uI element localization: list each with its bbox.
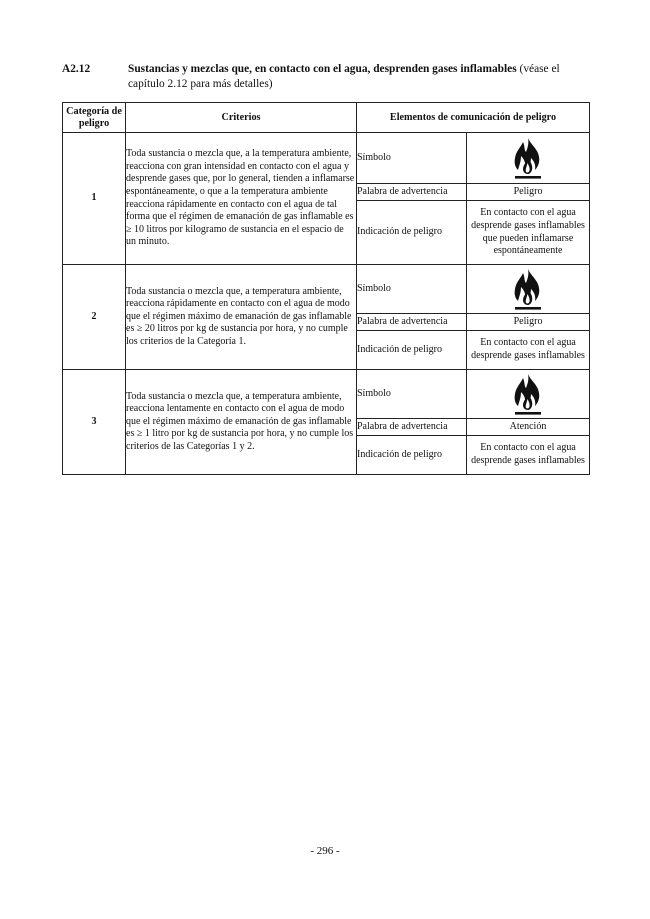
flame-icon: [511, 267, 545, 311]
signal-word-label: Palabra de advertencia: [357, 314, 467, 331]
flame-icon: [511, 372, 545, 416]
header-category: Categoría de peligro: [63, 103, 126, 133]
section-note: (véase el capítulo 2.12 para más detalles): [128, 63, 560, 90]
hazard-table: [62, 102, 590, 475]
signal-word: Peligro: [467, 314, 590, 331]
criteria-cell: Toda sustancia o mezcla que, a temperatura ambiente, reacciona rápidamente en contacto con el agua de modo que el régimen máximo de emanación de gas inflamable es ≥ 20 litros por kg de sustancia por hora, y no cumple los criterios de la Categoría 1.: [126, 265, 357, 370]
hazard-statement-label: Indicación de peligro: [357, 331, 467, 370]
signal-word: Peligro: [467, 184, 590, 201]
hazard-statement: En contacto con el agua desprende gases inflamables: [467, 436, 590, 475]
header-elements: Elementos de comunicación de peligro: [357, 103, 590, 133]
page-number: - 296 -: [310, 845, 340, 857]
hazard-statement-label: Indicación de peligro: [357, 201, 467, 265]
symbol-label: Símbolo: [357, 370, 467, 419]
symbol-cell: [467, 265, 590, 314]
hazard-statement-label: Indicación de peligro: [357, 436, 467, 475]
header-criteria: Criterios: [126, 103, 357, 133]
header-row: [63, 103, 590, 133]
symbol-label: Símbolo: [357, 133, 467, 184]
signal-word-label: Palabra de advertencia: [357, 184, 467, 201]
section-heading-text: [128, 62, 592, 92]
hazard-statement: En contacto con el agua desprende gases inflamables que pueden inflamarse espontáneamente: [467, 201, 590, 265]
section-heading: [62, 62, 592, 92]
section-title: Sustancias y mezclas que, en contacto con el agua, desprenden gases inflamables: [128, 63, 517, 75]
section-number: A2.12: [62, 63, 91, 75]
table-row: [63, 265, 590, 314]
flame-icon: [511, 136, 545, 180]
category-cell: 3: [63, 370, 126, 475]
criteria-cell: Toda sustancia o mezcla que, a temperatura ambiente, reacciona lentamente en contacto con el agua de modo que el régimen máximo de emanación de gas inflamable es ≥ 1 litro por kg de sustancia por hora, y no cumple los criterios de las Categorías 1 y 2.: [126, 370, 357, 475]
hazard-statement: En contacto con el agua desprende gases inflamables: [467, 331, 590, 370]
table-row: [63, 370, 590, 419]
table-row: [63, 133, 590, 184]
signal-word: Atención: [467, 419, 590, 436]
symbol-label: Símbolo: [357, 265, 467, 314]
symbol-cell: [467, 133, 590, 184]
category-cell: 2: [63, 265, 126, 370]
category-cell: 1: [63, 133, 126, 265]
symbol-cell: [467, 370, 590, 419]
criteria-cell: Toda sustancia o mezcla que, a la temperatura ambiente, reacciona con gran intensidad en contacto con el agua y desprende gases que, por lo general, tienden a inflamarse espontáneamente, o que a la temperatura ambiente reacciona rápidamente en contacto con el agua de tal forma que el régimen de emanación de gas inflamable es ≥ 10 litros por kilogramo de sustancia en el espacio de un minuto.: [126, 133, 357, 265]
signal-word-label: Palabra de advertencia: [357, 419, 467, 436]
